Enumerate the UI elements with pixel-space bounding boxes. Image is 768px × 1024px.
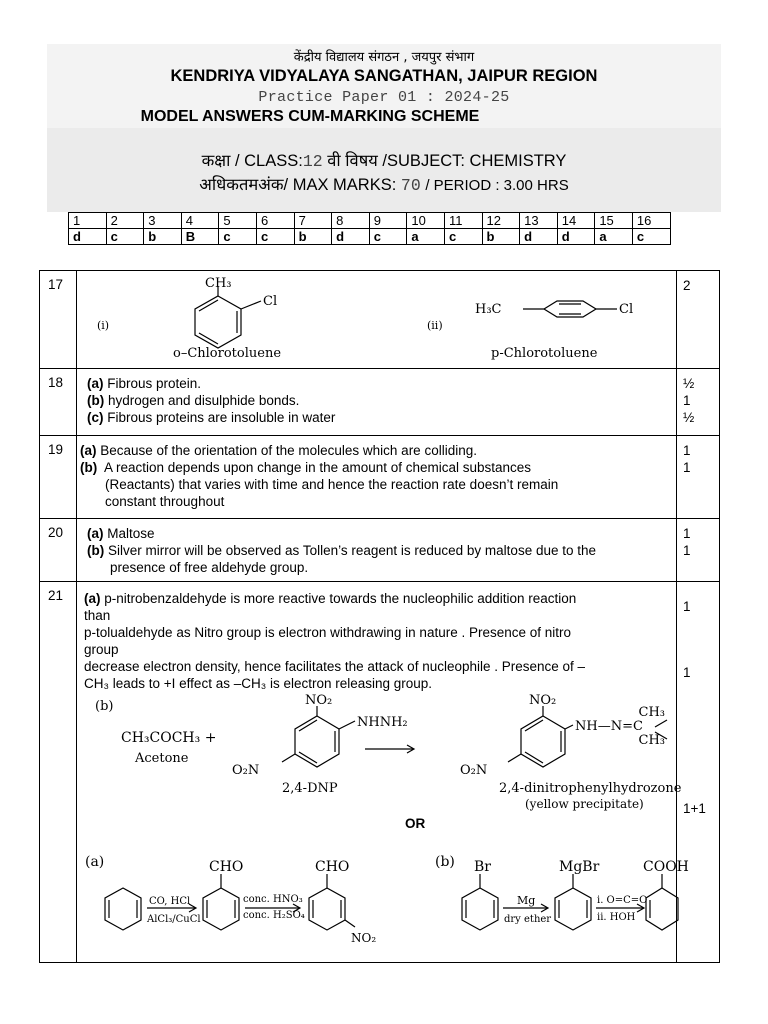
key-q: 7 — [294, 213, 332, 229]
key-a: b — [144, 229, 182, 245]
bromobenzene-ring — [462, 888, 498, 930]
key-q: 13 — [520, 213, 558, 229]
hydrazone-link: NH—N=C — [575, 719, 643, 734]
reagent-hoh: ii. HOH — [597, 912, 636, 923]
cho-label: CHO — [209, 859, 244, 875]
reagent-ether: dry ether — [504, 914, 552, 925]
question-number: 17 — [40, 271, 77, 368]
question-17-answer — [77, 271, 676, 372]
mgbr-label: MgBr — [559, 859, 600, 875]
o-chlorotoluene-name: o–Chlorotoluene — [173, 346, 282, 361]
question-number: 19 — [40, 436, 77, 518]
product-ring — [521, 716, 565, 767]
key-q: 16 — [632, 213, 670, 229]
key-q: 9 — [369, 213, 407, 229]
br-label: Br — [474, 859, 491, 875]
paper-header — [47, 44, 721, 212]
marks-cell: ½ 1 ½ — [676, 369, 719, 435]
key-a: B — [181, 229, 219, 245]
key-a: d — [332, 229, 370, 245]
no2-label: NO₂ — [351, 931, 377, 945]
h3c-label: H₃C — [475, 302, 502, 317]
key-a: c — [369, 229, 407, 245]
key-a: d — [520, 229, 558, 245]
key-q: 14 — [557, 213, 595, 229]
reagent-co-hcl: CO, HCl — [149, 896, 191, 907]
no2-label: NO₂ — [305, 693, 333, 708]
key-a: c — [632, 229, 670, 245]
key-a: d — [557, 229, 595, 245]
reagent-co2: i. O=C=O — [597, 895, 648, 906]
benzoic-acid-ring — [646, 888, 678, 930]
part-ii-label: (ii) — [427, 319, 443, 332]
marks-cell: 1 1 — [676, 519, 719, 581]
marks-cell: 1 1 — [676, 436, 719, 518]
part-i-label: (i) — [97, 319, 110, 332]
key-a: a — [407, 229, 445, 245]
key-q: 10 — [407, 213, 445, 229]
o2n-label: O₂N — [232, 763, 260, 778]
benzaldehyde-ring — [203, 888, 239, 930]
key-q: 1 — [69, 213, 107, 229]
chlorotoluene-structures — [77, 271, 678, 368]
key-a: c — [444, 229, 482, 245]
p-chlorotoluene-name: p-Chlorotoluene — [491, 346, 598, 361]
precipitate-label: (yellow precipitate) — [525, 797, 644, 811]
marks-period-line: अधिकतमअंक/ MAX MARKS: 70 / PERIOD : 3.00 HRS — [199, 176, 569, 195]
dnp-ring — [295, 716, 339, 767]
question-number: 20 — [40, 519, 77, 581]
ch3-label: CH₃ — [638, 733, 665, 748]
benzene-ring — [105, 888, 141, 930]
key-q: 2 — [106, 213, 144, 229]
question-row-17 — [40, 271, 719, 369]
key-q: 15 — [595, 213, 633, 229]
key-a: c — [219, 229, 257, 245]
reaction-schemes — [77, 693, 689, 962]
key-q: 11 — [444, 213, 482, 229]
question-row-21: 21 (a) p-nitrobenzaldehyde is more reactive towards the nucleophilic addition reaction than p-tolualdehyde as Nitro group is electron withdrawing in nature . Presence of nitro group decrease electron density, hence facilitates the attack of nucleophile . Presence of – CH₃ leads to +I effect as –CH₃ is electron releasing group. (b) CH₃COCH₃ + Acetone NO₂ NHNH₂ O₂N 2,4-DNP NO₂ NH—N=C CH₃ CH₃ O₂N 2,4-dinitrophenylhydrozone (yellow precipitate) OR (a) CO, HCl AlCl₃/CuCl CHO conc. HNO₃ conc. H₂SO₄ CHO NO₂ (b) Br Mg dry ether MgBr i. O=C=O ii. HOH COOH 1 1 1+1 — [40, 582, 719, 962]
key-a: d — [69, 229, 107, 245]
question-row-19: 19 (a) Because of the orientation of the molecules which are colliding. (b) A reaction depends upon change in the amount of chemical substances (Reactants) that varies with time and hence the reaction rate doesn’t remain constant throughout 1 1 — [40, 436, 719, 519]
alt-part-a-label: (a) — [85, 854, 105, 870]
answer-key-table — [68, 212, 671, 245]
scheme-title: MODEL ANSWERS CUM-MARKING SCHEME — [140, 108, 480, 125]
dnp-label: 2,4-DNP — [282, 781, 338, 796]
alt-part-b-label: (b) — [435, 854, 455, 870]
product-label: 2,4-dinitrophenylhydrozone — [499, 781, 682, 796]
reagent-alcl3: AlCl₃/CuCl — [147, 914, 201, 925]
hindi-org-title: केंद्रीय विद्यालय संगठन , जयपुर संभाग — [293, 50, 475, 65]
part-b-label: (b) — [95, 699, 114, 714]
grignard-ring — [555, 888, 591, 930]
or-label: OR — [405, 816, 426, 831]
marks-cell: 1 1 1+1 — [676, 582, 719, 962]
reagent-hno3: conc. HNO₃ — [243, 894, 303, 905]
nitrobenzaldehyde-ring — [309, 888, 345, 930]
key-a: b — [294, 229, 332, 245]
reagent-mg: Mg — [517, 894, 536, 907]
cho-label: CHO — [315, 859, 350, 875]
cooh-label: COOH — [643, 859, 689, 875]
answer-key-questions — [69, 213, 671, 229]
key-a: c — [106, 229, 144, 245]
cl-label: Cl — [263, 294, 278, 309]
key-q: 12 — [482, 213, 520, 229]
key-a: a — [595, 229, 633, 245]
paper-title: Practice Paper 01 : 2024-25 — [258, 89, 510, 106]
question-number: 18 — [40, 369, 77, 435]
marks-cell: 2 — [676, 271, 719, 368]
class-subject-line: कक्षा / CLASS:12 वी विषय /SUBJECT: CHEMISTRY — [201, 152, 567, 171]
no2-label: NO₂ — [529, 693, 557, 708]
key-q: 4 — [181, 213, 219, 229]
key-a: b — [482, 229, 520, 245]
org-title: KENDRIYA VIDYALAYA SANGATHAN, JAIPUR REGION — [170, 67, 598, 85]
acetone-label: Acetone — [135, 751, 189, 766]
question-row-18: 18 (a) Fibrous protein. (b) hydrogen and disulphide bonds. (c) Fibrous proteins are insoluble in water ½ 1 ½ — [40, 369, 719, 436]
ch3-label: CH₃ — [205, 276, 232, 291]
reagent-h2so4: conc. H₂SO₄ — [243, 910, 305, 921]
benzene-ring-para — [544, 301, 596, 317]
question-row-20: 20 (a) Maltose (b) Silver mirror will be observed as Tollen’s reagent is reduced by maltose due to the presence of free aldehyde group. 1 1 — [40, 519, 719, 582]
key-q: 6 — [256, 213, 294, 229]
key-a: c — [256, 229, 294, 245]
nhnh2-label: NHNH₂ — [357, 715, 408, 730]
cl-label: Cl — [619, 302, 634, 317]
acetone-formula: CH₃COCH₃ + — [121, 730, 217, 746]
key-q: 8 — [332, 213, 370, 229]
answer-table — [39, 270, 720, 963]
question-number: 21 — [40, 582, 77, 962]
key-q: 3 — [144, 213, 182, 229]
o2n-label: O₂N — [460, 763, 488, 778]
ch3-label: CH₃ — [638, 705, 665, 720]
key-q: 5 — [219, 213, 257, 229]
benzene-ring-ortho — [195, 296, 241, 348]
answer-key-answers — [69, 229, 671, 245]
